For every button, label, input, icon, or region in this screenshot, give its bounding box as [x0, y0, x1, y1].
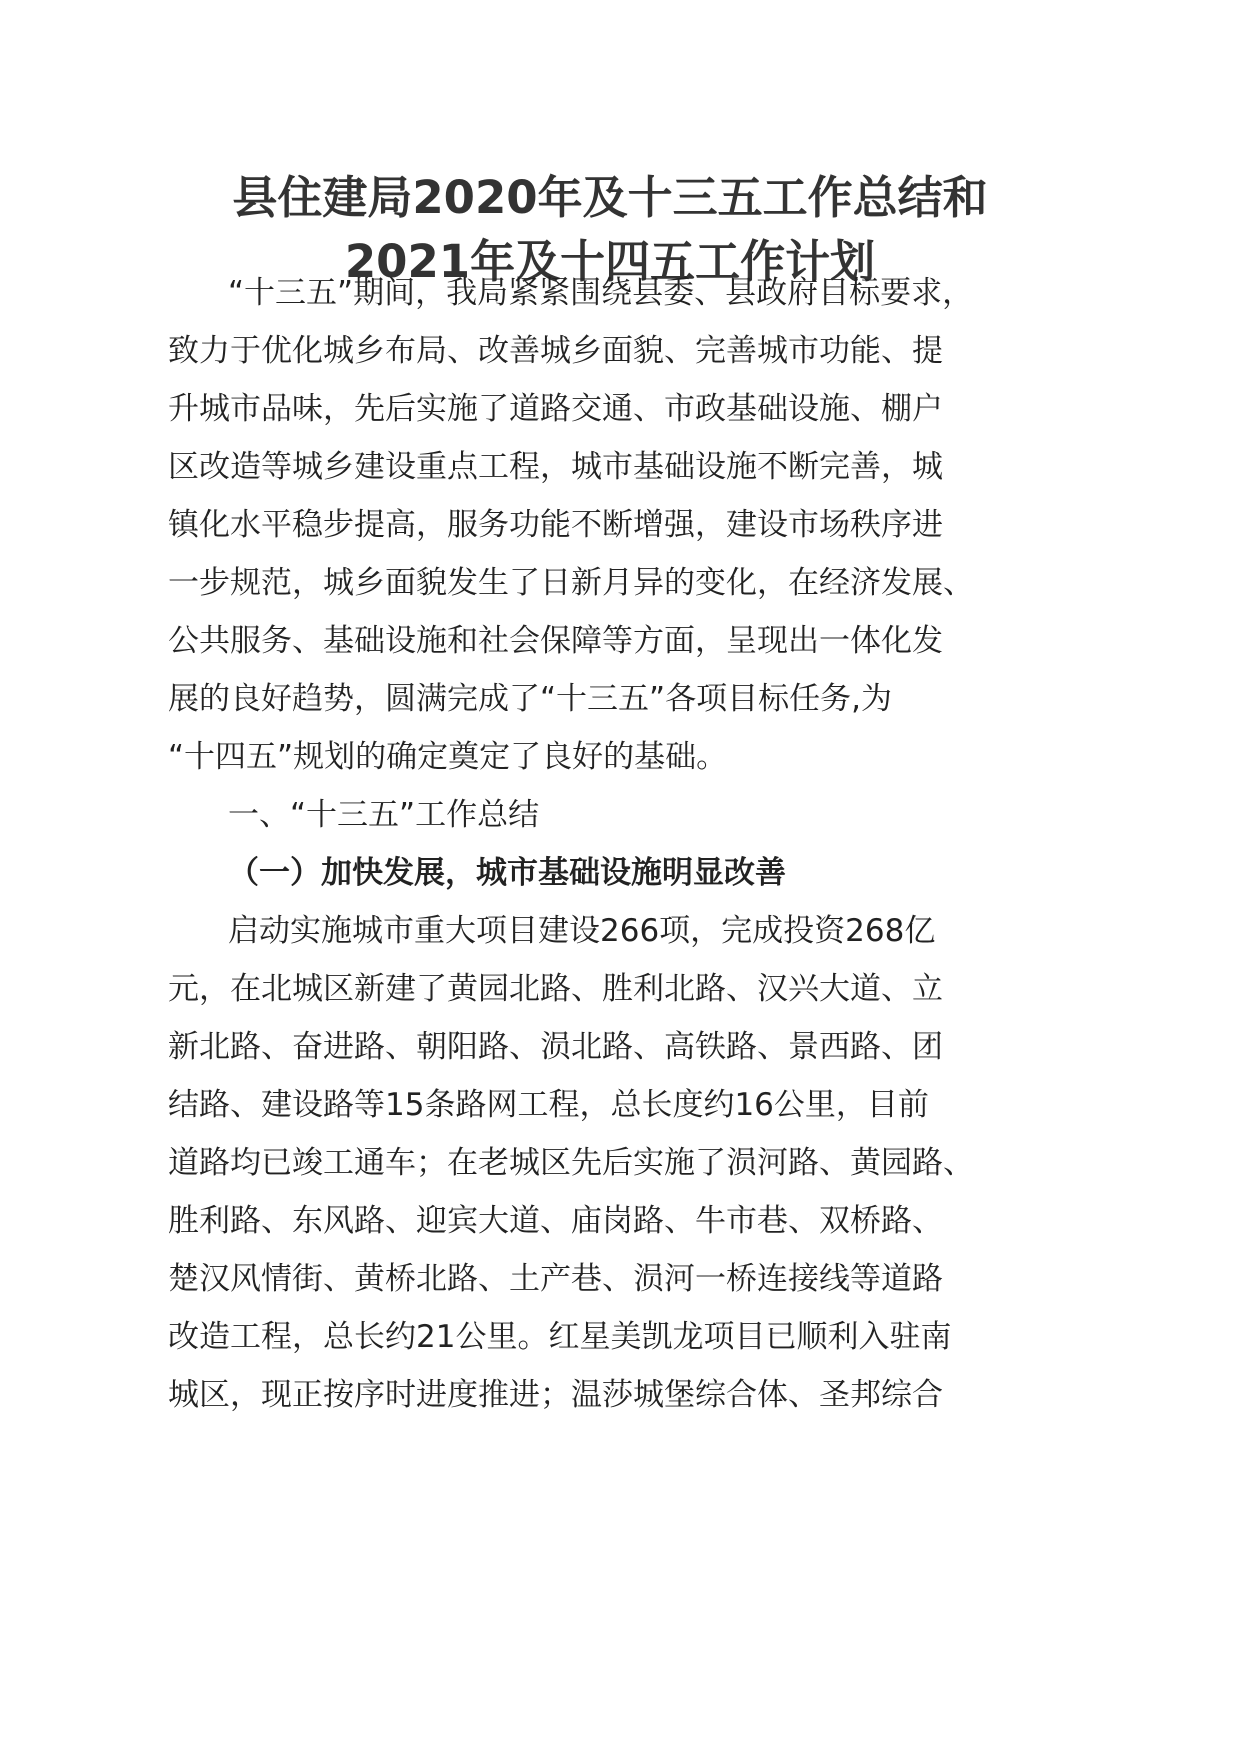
body-text-line: 城区，现正按序时进度推进；温莎城堡综合体、圣邦综合: [168, 1377, 943, 1413]
body-text-line: 区改造等城乡建设重点工程，城市基础设施不断完善，城: [168, 449, 943, 485]
section-subheading: （一）加快发展，城市基础设施明显改善: [228, 855, 786, 891]
body-text-line: 结路、建设路等15条路网工程，总长度约16公里，目前: [168, 1087, 929, 1123]
document-title-line-2: 2021年及十四五工作计划: [344, 235, 876, 288]
body-text-line: 升城市品味，先后实施了道路交通、市政基础设施、棚户: [168, 391, 943, 427]
body-text-line: “十四五”规划的确定奠定了良好的基础。: [168, 739, 728, 775]
body-text-line: 新北路、奋进路、朝阳路、涢北路、高铁路、景西路、团: [168, 1029, 943, 1065]
body-text-line: 公共服务、基础设施和社会保障等方面，呈现出一体化发: [168, 623, 943, 659]
body-text-line: 镇化水平稳步提高，服务功能不断增强，建设市场秩序进: [168, 507, 943, 543]
body-text-line: 楚汉风情街、黄桥北路、土产巷、涢河一桥连接线等道路: [168, 1261, 943, 1297]
body-text-line: 元，在北城区新建了黄园北路、胜利北路、汉兴大道、立: [168, 971, 943, 1007]
body-text-line: 致力于优化城乡布局、改善城乡面貌、完善城市功能、提: [168, 333, 943, 369]
body-text-line: 道路均已竣工通车；在老城区先后实施了涢河路、黄园路、: [168, 1145, 974, 1181]
body-text-line: 展的良好趋势，圆满完成了“十三五”各项目标任务,为: [168, 681, 892, 717]
body-text-line: “十三五”期间，我局紧紧围绕县委、县政府目标要求，: [228, 275, 974, 311]
document-title-line-1: 县住建局2020年及十三五工作总结和: [232, 171, 988, 224]
body-text-line: 一、“十三五”工作总结: [228, 797, 540, 833]
body-text-line: 胜利路、东风路、迎宾大道、庙岗路、牛市巷、双桥路、: [168, 1203, 943, 1239]
body-text-line: 改造工程，总长约21公里。红星美凯龙项目已顺利入驻南: [168, 1319, 952, 1355]
body-text-line: 启动实施城市重大项目建设266项，完成投资268亿: [228, 913, 936, 949]
body-text-line: 一步规范，城乡面貌发生了日新月异的变化，在经济发展、: [168, 565, 974, 601]
